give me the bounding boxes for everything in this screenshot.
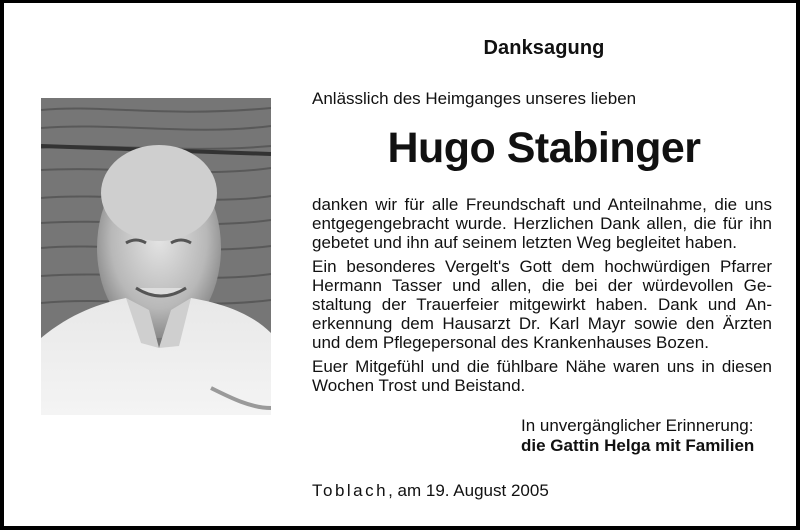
- portrait-icon: [41, 98, 271, 415]
- deceased-name: Hugo Stabinger: [387, 124, 701, 172]
- paragraph-sympathy: [312, 357, 772, 395]
- remembrance-text: In unvergänglicher Erinnerung:: [521, 416, 754, 435]
- place-date: [312, 481, 549, 501]
- body-line: und dem Pflegepersonal des Krankenhauses Bozen.: [312, 333, 709, 352]
- date-text: , am 19. August 2005: [388, 481, 549, 500]
- body-line: Wochen Trost und Beistand.: [312, 376, 526, 395]
- notice-heading: Danksagung: [483, 37, 605, 59]
- town-name: Toblach: [312, 481, 389, 500]
- body-line: gebetet und ihn auf seinem letzten Weg begleitet haben.: [312, 233, 737, 252]
- body-line: Hermann Tasser und allen, die bei der würdevollen Ge-: [312, 276, 772, 295]
- paragraph-special-thanks: [312, 257, 772, 352]
- signer-text: die Gattin Helga mit Familien: [521, 436, 755, 455]
- notice-body: [312, 195, 772, 400]
- body-line: Ein besonderes Vergelt's Gott dem hochwürdigen Pfarrer: [312, 257, 772, 276]
- intro-text: Anlässlich des Heimganges unseres lieben: [312, 89, 637, 108]
- body-line: erkennung dem Hausarzt Dr. Karl Mayr sowie den Ärzten: [312, 314, 772, 333]
- body-line: danken wir für alle Freundschaft und Anteilnahme, die uns: [312, 195, 772, 214]
- body-line: staltung der Trauerfeier mitgewirkt haben. Dank und An-: [312, 295, 772, 314]
- paragraph-thanks: [312, 195, 772, 252]
- closing-block: [521, 416, 754, 456]
- body-line: Euer Mitgefühl und die fühlbare Nähe waren uns in diesen: [312, 357, 772, 376]
- portrait-photo: [41, 98, 271, 415]
- body-line: entgegengebracht wurde. Herzlichen Dank allen, die für ihn: [312, 214, 772, 233]
